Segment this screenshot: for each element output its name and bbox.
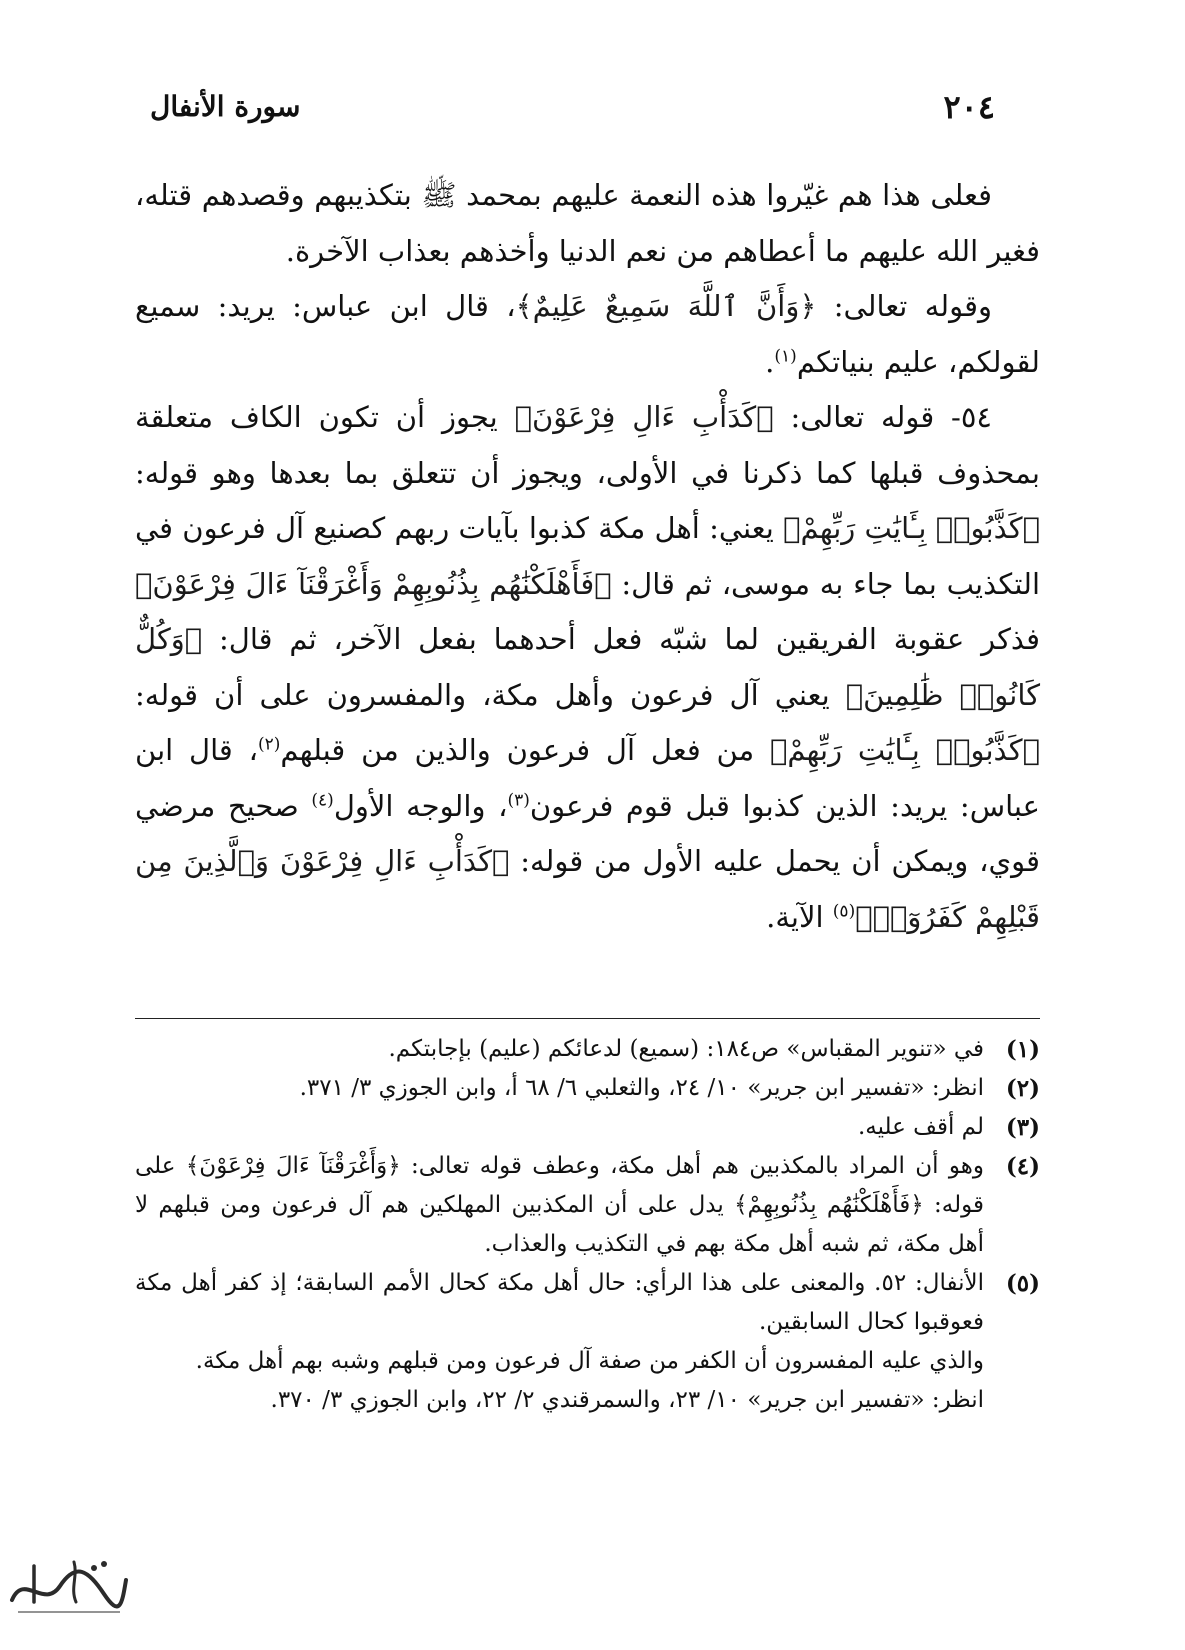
footnote-number: (٢)	[1005, 1075, 1040, 1102]
footnote-1	[135, 1030, 1040, 1069]
page-header	[150, 88, 995, 138]
footnote-5-continuation: انظر: «تفسير ابن جرير» ١٠/ ٢٣، والسمرقندي ٢/ ٢٢، وابن الجوزي ٣/ ٣٧٠.	[270, 1387, 984, 1413]
watermark-calligraphy	[4, 1552, 132, 1622]
paragraph-2	[135, 279, 1040, 390]
footnote-ref-1: (١)	[774, 345, 797, 366]
text-span: فذكر عقوبة الفريقين لما شبّه فعل أحدهما بفعل الآخر، ثم قال:	[202, 622, 1040, 656]
page-number: ٢٠٤	[943, 88, 995, 126]
text-span: ، قال ابن عباس: يريد: الذين كذبوا قبل قوم فرعون	[135, 733, 1040, 823]
footnote-number: (٣)	[1005, 1114, 1040, 1141]
footnote-5	[135, 1264, 1040, 1342]
footnote-text: وهو أن المراد بالمكذبين هم أهل مكة، وعطف قوله تعالى: ﴿وَأَغْرَقْنَآ ءَالَ فِرْعَوْنَ﴾ على قوله: ﴿فَأَهْلَكْنَٰهُم بِذُنُوبِهِمْ﴾ يدل على أن المكذبين المهلكين هم آل فرعون ومن قبلهم لا أهل مكة، ثم شبه أهل مكة بهم في التكذيب والعذاب.	[135, 1153, 984, 1257]
footnotes	[135, 1030, 1040, 1420]
footnote-ref-4: (٤)	[311, 789, 334, 810]
text-span: يعني: أهل مكة كذبوا بآيات ربهم كصنيع آل فرعون في التكذيب بما جاء به موسى، ثم قال:	[135, 511, 1041, 601]
footnote-number: (١)	[1005, 1036, 1040, 1063]
main-text	[135, 168, 1040, 945]
text-span: .	[765, 344, 775, 379]
text-span: يجوز أن تكون الكاف متعلقة بمحذوف قبلها كما ذكرنا في الأولى، ويجوز أن تتعلق بما بعدها وهو قوله:	[135, 400, 1040, 490]
footnote-number: (٤)	[1005, 1153, 1040, 1180]
paragraph-1: فعلى هذا هم غيّروا هذه النعمة عليهم بمحمد ﷺ بتكذيبهم وقصدهم قتله، فغير الله عليهم ما أعطاهم من نعم الدنيا وأخذهم بعذاب الآخرة.	[135, 178, 1040, 268]
text-span: صحيح مرضي قوي، ويمكن أن يحمل عليه الأول من قوله:	[135, 788, 1041, 878]
footnote-5-continuation: والذي عليه المفسرون أن الكفر من صفة آل فرعون ومن قبلهم وشبه بهم أهل مكة.	[195, 1348, 984, 1374]
quran-verse: ﴿كَدَأْبِ ءَالِ فِرْعَوْنَ وَٱلَّذِينَ مِن قَبْلِهِمْ كَفَرُوٓا۟﴾	[135, 844, 1040, 934]
footnote-text: في «تنوير المقباس» ص١٨٤: (سميع) لدعائكم (عليم) بإجابتكم.	[388, 1036, 984, 1062]
quran-verse: ﴿فَأَهْلَكْنَٰهُم بِذُنُوبِهِمْ وَأَغْرَقْنَآ ءَالَ فِرْعَوْنَ﴾	[135, 566, 612, 601]
footnote-number: (٥)	[1005, 1270, 1040, 1297]
footnote-ref-3: (٣)	[507, 789, 530, 810]
watermark-logo	[4, 1552, 132, 1622]
running-title: سورة الأنفال	[150, 90, 301, 123]
footnote-text: لم أقف عليه.	[857, 1114, 984, 1140]
footnote-3	[135, 1108, 1040, 1147]
paragraph-3	[135, 390, 1040, 945]
text-span: ، قال ابن عباس: يريد: سميع لقولكم، عليم بنياتكم	[135, 289, 1040, 379]
text-span: ، والوجه الأول	[333, 788, 508, 823]
text-span: وقوله تعالى:	[816, 289, 992, 323]
footnote-4	[135, 1147, 1040, 1264]
footnote-ref-5: (٥)	[832, 900, 856, 921]
footnote-text: انظر: «تفسير ابن جرير» ١٠/ ٢٤، والثعلبي ٦/ ٦٨ أ، وابن الجوزي ٣/ ٣٧١.	[299, 1075, 984, 1101]
text-span: ٥٤- قوله تعالى:	[773, 400, 992, 434]
footnote-text: الأنفال: ٥٢. والمعنى على هذا الرأي: حال أهل مكة كحال الأمم السابقة؛ إذ كفر أهل مكة فعوقبوا كحال السابقين.	[135, 1270, 984, 1335]
quran-verse: ﴿كَذَّبُوا۟ بِـَٔايَٰتِ رَبِّهِمْ﴾	[783, 511, 1041, 545]
text-span: الآية.	[766, 899, 833, 934]
quran-verse: ﴿وَأَنَّ ٱللَّهَ سَمِيعٌ عَلِيمٌ﴾	[515, 289, 817, 323]
quran-verse: ﴿كَذَّبُوا۟ بِـَٔايَٰتِ رَبِّهِمْ﴾	[769, 733, 1040, 767]
quran-verse: ﴿كَدَأْبِ ءَالِ فِرْعَوْنَ﴾	[514, 400, 774, 434]
footnote-ref-2: (٢)	[257, 734, 281, 755]
text-span: من فعل آل فرعون والذين من قبلهم	[280, 733, 770, 767]
footnote-divider	[135, 1018, 1040, 1019]
text-span: يعني آل فرعون وأهل مكة، والمفسرون على أن قوله:	[135, 677, 846, 712]
footnote-2	[135, 1069, 1040, 1108]
quran-verse: ﴿وَكُلٌّ كَانُوا۟ ظَٰلِمِينَ﴾	[135, 622, 1040, 712]
